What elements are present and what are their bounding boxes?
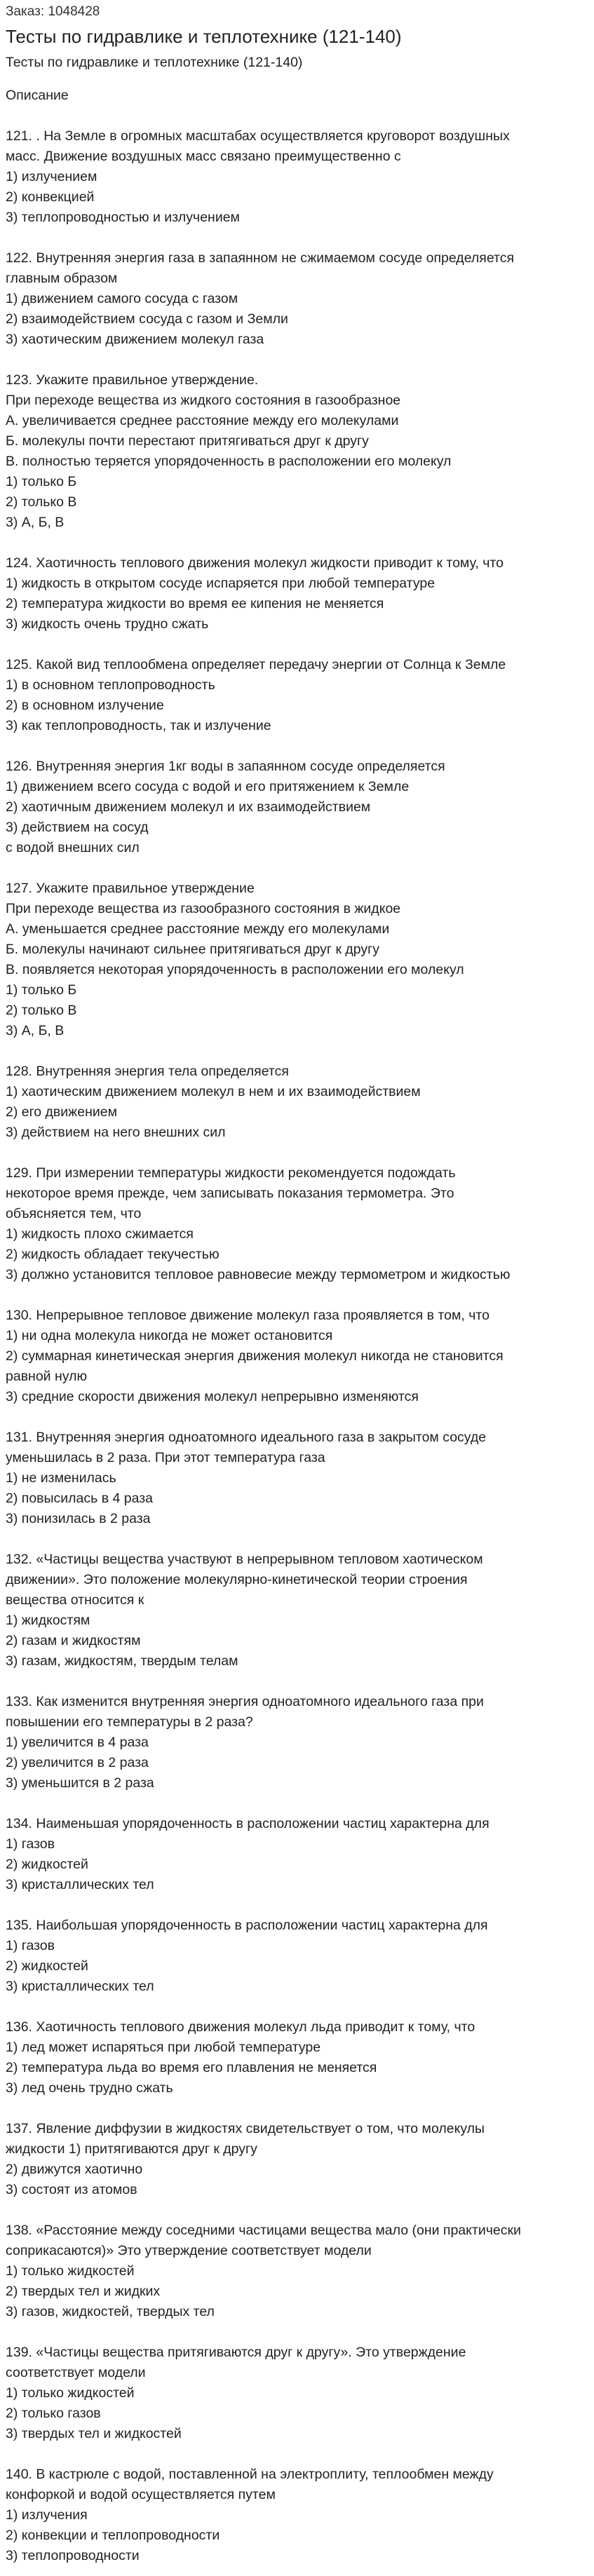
question-line: объясняется тем, что	[6, 1206, 142, 1221]
question-line: 1) излучением	[6, 169, 97, 184]
question-line: 3) лед очень трудно сжать	[6, 2080, 173, 2096]
question-line: 3) твердых тел и жидкостей	[6, 2426, 182, 2441]
question-line: 2) только В	[6, 494, 77, 510]
question-block	[6, 1550, 588, 1672]
question-block	[6, 248, 588, 350]
question-line: 1) движением всего сосуда с водой и его притяжением к Земле	[6, 779, 410, 794]
question-block	[6, 1163, 588, 1285]
question-line: 2) температура льда во время его плавления не меняется	[6, 2060, 377, 2075]
question-text: 131. Внутренняя энергия одноатомного идеального газа в закрытом сосуде	[6, 1430, 487, 1445]
question-line: равной нулю	[6, 1369, 88, 1384]
question-line: масс. Движение воздушных масс связано преимущественно с	[6, 149, 401, 164]
question-line: 2) газам и жидкостям	[6, 1633, 141, 1648]
question-line: 2) в основном излучение	[6, 698, 164, 713]
question-line: вещества относится к	[6, 1592, 144, 1608]
question-line: 3) жидкость очень трудно сжать	[6, 616, 209, 632]
question-block	[6, 126, 588, 228]
question-block	[6, 1306, 588, 1407]
question-line: В. полностью теряется упорядоченность в расположении его молекул	[6, 454, 452, 469]
question-line: движении». Это положение молекулярно-кинетической теории строения	[6, 1572, 468, 1587]
question-line: 1) только жидкостей	[6, 2263, 135, 2279]
question-text: 140. В кастрюле с водой, поставленной на электроплиту, теплообмен между	[6, 2467, 494, 2482]
question-line: 1) лед может испаряться при любой температуре	[6, 2040, 321, 2055]
question-text: 122. Внутренняя энергия газа в запаянном не сжимаемом сосуде определяется	[6, 250, 515, 266]
question-text: 127. Укажите правильное утверждение	[6, 881, 255, 896]
question-block	[6, 1916, 588, 1997]
question-line: некоторое время прежде, чем записывать показания термометра. Это	[6, 1186, 454, 1201]
question-line: 1) жидкостям	[6, 1613, 90, 1628]
question-line: 2) конвекцией	[6, 189, 95, 205]
question-line: 1) не изменилась	[6, 1470, 116, 1486]
description-label: Описание	[6, 88, 69, 103]
question-block	[6, 2465, 588, 2566]
question-line: 1) хаотическим движением молекул в нем и их взаимодействием	[6, 1084, 421, 1099]
question-line: 3) средние скорости движения молекул непрерывно изменяются	[6, 1389, 419, 1404]
question-line: При переходе вещества из жидкого состояния в газообразное	[6, 393, 401, 408]
question-line: 2) твердых тел и жидких	[6, 2284, 161, 2299]
question-line: 1) движением самого сосуда с газом	[6, 291, 238, 306]
question-line: 3) газам, жидкостям, твердым телам	[6, 1653, 238, 1669]
question-line: А. увеличивается среднее расстояние между его молекулами	[6, 413, 399, 428]
question-line: 2) суммарная кинетическая энергия движения молекул никогда не становится	[6, 1348, 504, 1364]
question-text: 126. Внутренняя энергия 1кг воды в запаянном сосуде определяется	[6, 759, 445, 774]
question-text: 125. Какой вид теплообмена определяет передачу энергии от Солнца к Земле	[6, 657, 506, 672]
question-line: 3) понизилась в 2 раза	[6, 1511, 151, 1526]
question-line: соответствует модели	[6, 2365, 146, 2380]
question-line: А. уменьшается среднее расстояние между его молекулами	[6, 921, 390, 937]
question-block	[6, 1814, 588, 1895]
question-line: повышении его температуры в 2 раза?	[6, 1714, 253, 1730]
question-line: Б. молекулы почти перестают притягиваться друг к другу	[6, 433, 369, 449]
question-line: 2) жидкостей	[6, 1958, 88, 1974]
question-line: 2) только В	[6, 1003, 77, 1018]
question-line: 3) А, Б, В	[6, 515, 65, 530]
question-text: 132. «Частицы вещества участвуют в непрерывном тепловом хаотическом	[6, 1552, 483, 1567]
question-line: 3) как теплопроводность, так и излучение	[6, 718, 271, 733]
question-line: с водой внешних сил	[6, 840, 140, 855]
question-line: 3) кристаллических тел	[6, 1979, 154, 1994]
question-text: 134. Наименьшая упорядоченность в расположении частиц характерна для	[6, 1816, 490, 1831]
question-text: 138. «Расстояние между соседними частицами вещества мало (они практически	[6, 2223, 521, 2238]
question-line: 1) излучения	[6, 2507, 88, 2523]
question-text: 123. Укажите правильное утверждение.	[6, 372, 259, 388]
question-text: 137. Явление диффузии в жидкостях свидетельствует о том, что молекулы	[6, 2121, 485, 2136]
question-line: 3) теплопроводности	[6, 2548, 140, 2563]
question-line: В. появляется некоторая упорядоченность в расположении его молекул	[6, 962, 464, 977]
question-line: главным образом	[6, 271, 118, 286]
question-block	[6, 2119, 588, 2200]
question-line: 2) жидкость обладает текучестью	[6, 1247, 220, 1262]
question-block	[6, 757, 588, 858]
page-subtitle: Тесты по гидравлике и теплотехнике (121-140)	[6, 55, 303, 70]
question-text: 121. . На Земле в огромных масштабах осуществляется круговорот воздушных	[6, 128, 510, 144]
question-line: 2) хаотичным движением молекул и их взаимодействием	[6, 799, 371, 815]
question-text: 136. Хаотичность теплового движения молекул льда приводит к тому, что	[6, 2019, 475, 2035]
question-line: 3) действием на сосуд	[6, 820, 149, 835]
question-line: 3) хаотическим движением молекул газа	[6, 332, 264, 347]
question-line: соприкасаются)» Это утверждение соответствует модели	[6, 2243, 372, 2258]
question-text: 133. Как изменится внутренняя энергия одноатомного идеального газа при	[6, 1694, 484, 1709]
page-title: Тесты по гидравлике и теплотехнике (121-140)	[6, 26, 402, 47]
question-line: 1) только Б	[6, 982, 77, 998]
question-block	[6, 1692, 588, 1794]
question-line: 1) ни одна молекула никогда не может остановится	[6, 1328, 333, 1343]
question-line: 2) конвекции и теплопроводности	[6, 2528, 220, 2543]
order-number: Заказ: 1048428	[6, 4, 100, 19]
question-block	[6, 879, 588, 1041]
question-text: 124. Хаотичность теплового движения молекул жидкости приводит к тому, что	[6, 555, 504, 571]
question-text: 135. Наибольшая упорядоченность в расположении частиц характерна для	[6, 1918, 488, 1933]
question-text: 128. Внутренняя энергия тела определяется	[6, 1064, 289, 1079]
question-block	[6, 370, 588, 533]
question-line: 1) жидкость в открытом сосуде испаряется при любой температуре	[6, 576, 436, 591]
question-line: 1) увеличится в 4 раза	[6, 1735, 149, 1750]
question-line: 3) теплопроводностью и излучением	[6, 210, 240, 225]
question-block	[6, 553, 588, 635]
question-line: 2) увеличится в 2 раза	[6, 1755, 149, 1770]
question-block	[6, 2017, 588, 2099]
question-line: При переходе вещества из газообразного состояния в жидкое	[6, 901, 401, 916]
question-line: конфоркой и водой осуществляется путем	[6, 2487, 276, 2502]
question-text: 129. При измерении температуры жидкости рекомендуется подождать	[6, 1165, 456, 1181]
questions-list	[6, 126, 588, 2566]
question-line: 1) только жидкостей	[6, 2385, 135, 2401]
question-line: 3) действием на него внешних сил	[6, 1125, 226, 1140]
question-line: 2) повысилась в 4 раза	[6, 1491, 154, 1506]
question-line: 2) движутся хаотично	[6, 2162, 143, 2177]
question-line: 1) в основном теплопроводность	[6, 677, 215, 693]
question-line: 2) температура жидкости во время ее кипения не меняется	[6, 596, 384, 611]
question-block	[6, 1428, 588, 1529]
question-line: уменьшилась в 2 раза. При этот температура газа	[6, 1450, 325, 1465]
question-line: 3) должно установится тепловое равновесие между термометром и жидкостью	[6, 1267, 511, 1282]
question-line: 3) А, Б, В	[6, 1023, 65, 1038]
question-line: жидкости 1) притягиваются друг к другу	[6, 2141, 257, 2157]
question-line: 1) газов	[6, 1938, 55, 1953]
question-block	[6, 655, 588, 736]
question-block	[6, 2343, 588, 2444]
question-line: 2) жидкостей	[6, 1857, 88, 1872]
question-line: 2) только газов	[6, 2406, 101, 2421]
question-line: 3) уменьшится в 2 раза	[6, 1775, 154, 1791]
question-block	[6, 2221, 588, 2322]
question-block	[6, 1062, 588, 1143]
question-line: 1) жидкость плохо сжимается	[6, 1226, 194, 1242]
question-line: 2) его движением	[6, 1104, 117, 1120]
question-line: 2) взаимодействием сосуда с газом и Земли	[6, 311, 288, 327]
question-text: 139. «Частицы вещества притягиваются друг к другу». Это утверждение	[6, 2345, 466, 2360]
question-line: Б. молекулы начинают сильнее притягиваться друг к другу	[6, 942, 380, 957]
question-line: 3) состоят из атомов	[6, 2182, 137, 2197]
question-line: 1) газов	[6, 1836, 55, 1852]
question-line: 1) только Б	[6, 474, 77, 489]
question-line: 3) кристаллических тел	[6, 1877, 154, 1892]
question-line: 3) газов, жидкостей, твердых тел	[6, 2304, 215, 2319]
question-text: 130. Непрерывное тепловое движение молекул газа проявляется в том, что	[6, 1308, 490, 1323]
